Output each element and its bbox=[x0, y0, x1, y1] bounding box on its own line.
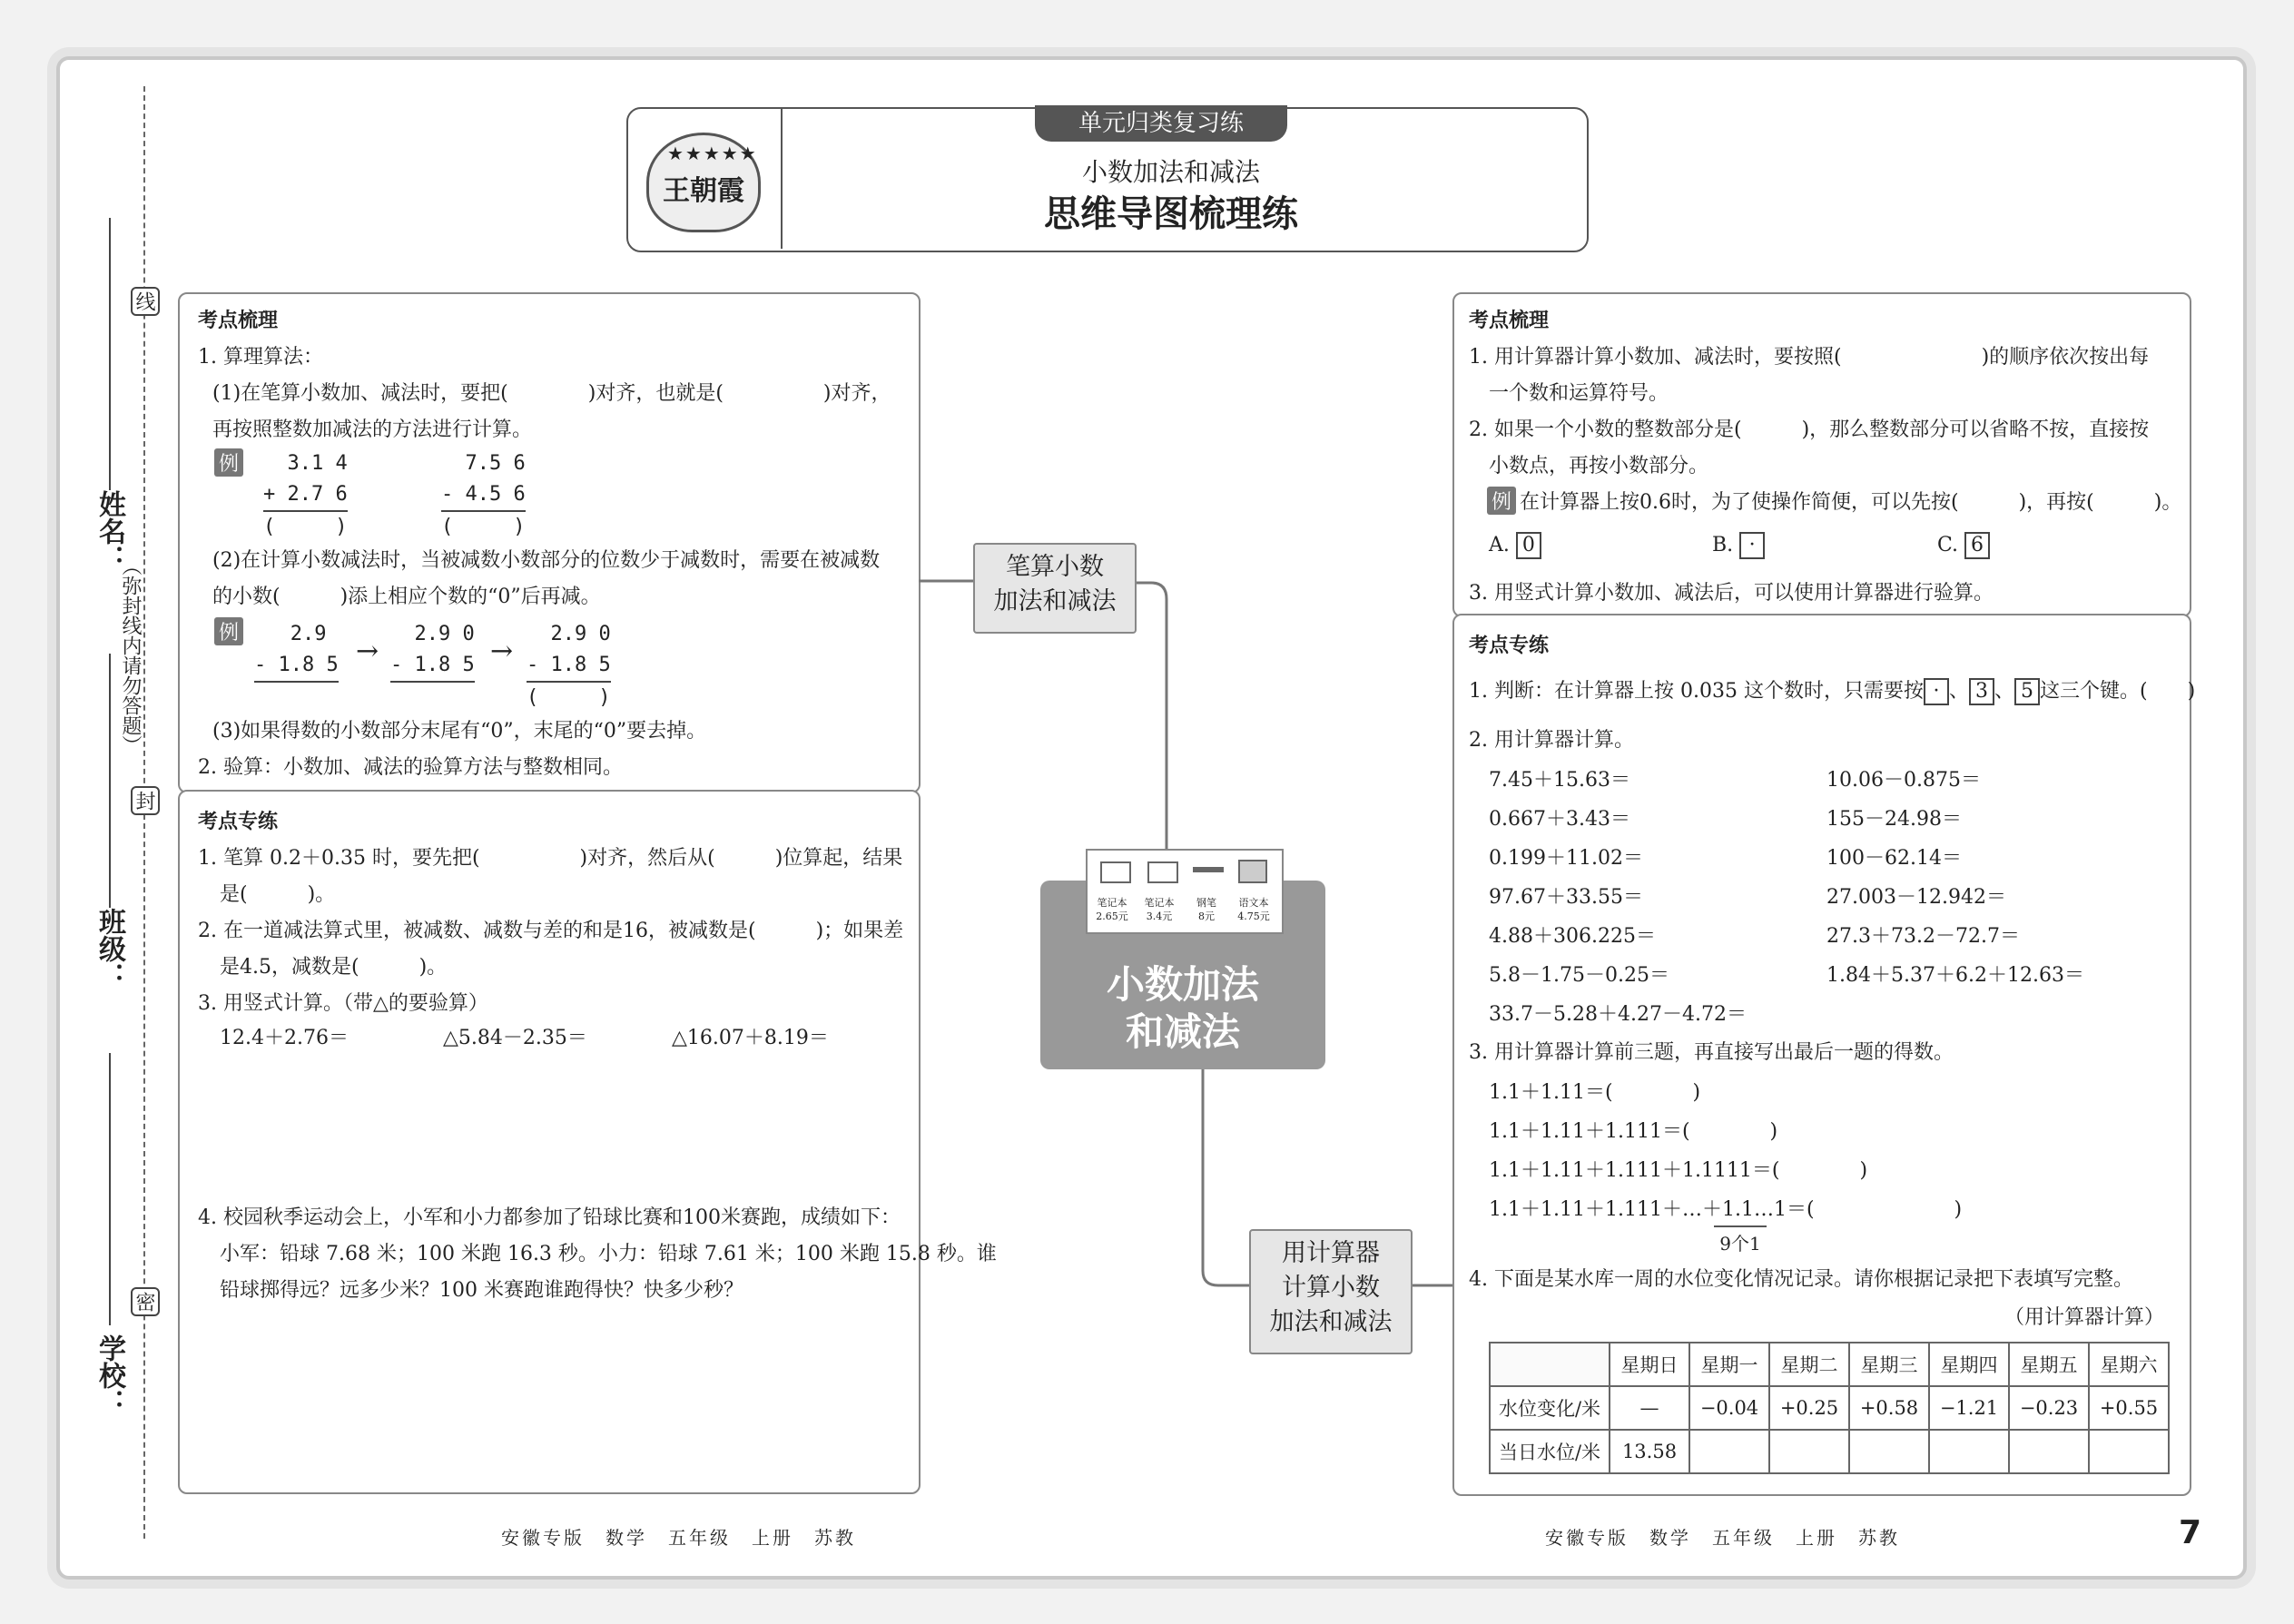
rb-q3-item-2: 1.1＋1.11＋1.111＝( ) bbox=[1489, 1120, 1778, 1143]
water-level-table bbox=[1489, 1342, 2170, 1474]
lb-q2a: 2. 在一道减法算式里，被减数、减数与差的和是16，被减数是( )；如果差 bbox=[198, 920, 904, 942]
key-6: 6 bbox=[1964, 532, 1990, 559]
lb-q4b: 小军：铅球 7.68 米；100 米跑 16.3 秒。小力：铅球 7.61 米；100 米跑 15.8 秒。谁 bbox=[220, 1243, 997, 1265]
price-cell-4: 语文本 4.75元 bbox=[1237, 897, 1270, 922]
branch-calc-line-1: 用计算器 bbox=[1282, 1239, 1380, 1267]
seal-mark-secret: 密 bbox=[131, 1287, 160, 1316]
seal-mark-seal: 封 bbox=[131, 786, 160, 815]
lb-q4a: 4. 校园秋季运动会上，小军和小力都参加了铅球比赛和100米赛跑，成绩如下： bbox=[198, 1206, 901, 1229]
pen-icon bbox=[1193, 867, 1224, 872]
answer-cell[interactable] bbox=[1689, 1430, 1769, 1473]
example-vertical-2: 7.5 6 - 4.5 6 ( ) bbox=[441, 452, 526, 538]
calc-left-3: 0.199＋11.02＝ bbox=[1489, 847, 1643, 870]
lt-line-7: 2. 验算：小数加、减法的验算方法与整数相同。 bbox=[198, 756, 623, 779]
table-header-cell: 星期日 bbox=[1610, 1343, 1689, 1386]
lb-q2b: 是4.5，减数是( )。 bbox=[220, 956, 448, 979]
center-line-1: 小数加法 bbox=[1106, 962, 1259, 1007]
rb-q3-item-4: 1.1＋1.11＋1.111＋…＋1.1…1＝( ) bbox=[1489, 1198, 1963, 1221]
price-cell-1: 笔记本 2.65元 bbox=[1096, 897, 1128, 922]
arrow-2: → bbox=[490, 635, 514, 667]
school-label: 学校： bbox=[94, 1334, 125, 1416]
answer-cell[interactable] bbox=[1929, 1430, 2009, 1473]
lt-line-4: (2)在计算小数减法时，当被减数小数部分的位数少于减数时，需要在被减数 bbox=[212, 549, 881, 572]
key-0: 0 bbox=[1516, 532, 1541, 559]
table-cell: — bbox=[1610, 1386, 1689, 1430]
example-vertical-3: 2.9 - 1.8 5 bbox=[254, 619, 339, 683]
calc-right-1: 10.06－0.875＝ bbox=[1826, 769, 1981, 792]
lt-line-1: 1. 算理算法： bbox=[198, 346, 323, 369]
rt-example-text: 在计算器上按0.6时，为了使操作简便，可以先按( )，再按( )。 bbox=[1520, 491, 2182, 514]
rb-q3-item-3: 1.1＋1.11＋1.111＋1.1111＝( ) bbox=[1489, 1159, 1868, 1182]
answer-cell[interactable] bbox=[2089, 1430, 2169, 1473]
seal-mark-line: 线 bbox=[131, 287, 160, 316]
calc-left-1: 7.45＋15.63＝ bbox=[1489, 769, 1630, 792]
calc-right-3: 100－62.14＝ bbox=[1826, 847, 1962, 870]
page-subtitle: 小数加法和减法 bbox=[1081, 157, 1260, 187]
example-vertical-1: 3.1 4 + 2.7 6 ( ) bbox=[263, 452, 348, 538]
lt-line-3: 再按照整数加减法的方法进行计算。 bbox=[212, 418, 533, 441]
right-practice-title: 考点专练 bbox=[1469, 635, 1550, 657]
lb-q3-item-3: △16.07＋8.19＝ bbox=[672, 1027, 829, 1049]
answer-cell[interactable] bbox=[1769, 1430, 1849, 1473]
table-header-cell: 星期六 bbox=[2089, 1343, 2169, 1386]
key-dot: · bbox=[1924, 678, 1949, 705]
right-review-title: 考点梳理 bbox=[1469, 310, 1550, 332]
notebook-icon bbox=[1147, 861, 1178, 883]
row-label-level: 当日水位/米 bbox=[1490, 1430, 1610, 1473]
footer-right: 安徽专版 数学 五年级 上册 苏教 bbox=[1545, 1527, 1900, 1549]
option-c[interactable]: C. 6 bbox=[1937, 532, 1990, 559]
arrow-1: → bbox=[356, 635, 379, 667]
key-3: 3 bbox=[1969, 678, 1994, 705]
branch-calc-line-3: 加法和减法 bbox=[1269, 1308, 1393, 1336]
calc-left-4: 97.67＋33.55＝ bbox=[1489, 886, 1643, 909]
calc-right-2: 155－24.98＝ bbox=[1826, 808, 1962, 831]
logo-emblem bbox=[646, 133, 761, 232]
calc-left-7: 33.7－5.28＋4.27－4.72＝ bbox=[1489, 1003, 1747, 1026]
option-b[interactable]: B. · bbox=[1712, 532, 1765, 559]
footer-left: 安徽专版 数学 五年级 上册 苏教 bbox=[501, 1527, 856, 1549]
lb-q3-item-2: △5.84－2.35＝ bbox=[443, 1027, 587, 1049]
calc-right-5: 27.3＋73.2－72.7＝ bbox=[1826, 925, 2020, 948]
rb-q1: 1. 判断：在计算器上按 0.035 这个数时，只需要按 · 、 3 、 5 这三个键。( ) bbox=[1469, 675, 2195, 705]
rt-line-3: 2. 如果一个小数的整数部分是( )，那么整数部分可以省略不按，直接按 bbox=[1469, 418, 2150, 441]
lt-line-5: 的小数( )添上相应个数的“0”后再减。 bbox=[212, 586, 601, 608]
rb-q3-item-1: 1.1＋1.11＝( ) bbox=[1489, 1081, 1701, 1104]
lb-q3-item-1: 12.4＋2.76＝ bbox=[220, 1027, 349, 1049]
table-header-cell: 星期三 bbox=[1849, 1343, 1929, 1386]
rb-q2: 2. 用计算器计算。 bbox=[1469, 729, 1634, 752]
rt-line-6: 3. 用竖式计算小数加、减法后，可以使用计算器进行验算。 bbox=[1469, 582, 1994, 605]
branch-written-calc bbox=[973, 543, 1137, 634]
logo-text: 王朝霞 bbox=[663, 175, 744, 207]
class-field[interactable] bbox=[109, 654, 111, 908]
table-cell: 13.58 bbox=[1610, 1430, 1689, 1473]
school-field[interactable] bbox=[109, 1053, 111, 1325]
logo-stars: ★★★★★ bbox=[667, 143, 758, 164]
name-field[interactable] bbox=[109, 218, 111, 490]
book-icon bbox=[1238, 860, 1267, 883]
table-cell: +0.25 bbox=[1769, 1386, 1849, 1430]
rt-line-5 bbox=[1487, 487, 2181, 515]
left-practice-title: 考点专练 bbox=[198, 811, 279, 833]
row-label-change: 水位变化/米 bbox=[1490, 1386, 1610, 1430]
table-cell: −1.21 bbox=[1929, 1386, 2009, 1430]
branch-calc-line-2: 计算小数 bbox=[1282, 1274, 1380, 1302]
table-header-cell: 星期二 bbox=[1769, 1343, 1849, 1386]
calc-right-4: 27.003－12.942＝ bbox=[1826, 886, 2006, 909]
lb-q4c: 铅球掷得远？远多少米？100 米赛跑谁跑得快？快多少秒？ bbox=[220, 1279, 743, 1302]
lb-q3: 3. 用竖式计算。（带△的要验算） bbox=[198, 992, 488, 1015]
example-badge: 例 bbox=[214, 448, 247, 477]
calc-right-6: 1.84＋5.37＋6.2＋12.63＝ bbox=[1826, 964, 2084, 987]
branch-calculator bbox=[1249, 1229, 1413, 1354]
price-tag-illustration bbox=[1086, 849, 1284, 934]
calc-left-5: 4.88＋306.225＝ bbox=[1489, 925, 1656, 948]
seal-note: （弥封线内请勿答题） bbox=[119, 556, 142, 755]
key-5: 5 bbox=[2014, 678, 2040, 705]
table-header-cell: 星期一 bbox=[1689, 1343, 1769, 1386]
class-label: 班级： bbox=[94, 908, 125, 989]
left-review-title: 考点梳理 bbox=[198, 310, 279, 332]
example-vertical-4: 2.9 0 - 1.8 5 bbox=[390, 619, 475, 683]
page-title: 思维导图梳理练 bbox=[1044, 193, 1298, 235]
table-header-cell: 星期五 bbox=[2009, 1343, 2089, 1386]
price-cell-3: 钢笔 8元 bbox=[1196, 897, 1216, 922]
branch-written-line-1: 笔算小数 bbox=[1006, 553, 1104, 581]
key-dot: · bbox=[1739, 532, 1765, 559]
calc-left-6: 5.8－1.75－0.25＝ bbox=[1489, 964, 1669, 987]
table-row bbox=[1490, 1386, 2169, 1430]
rb-q4-note: （用计算器计算） bbox=[2004, 1306, 2165, 1329]
table-cell: −0.04 bbox=[1689, 1386, 1769, 1430]
table-header-row bbox=[1490, 1343, 2169, 1386]
lt-line-6: (3)如果得数的小数部分末尾有“0”，末尾的“0”要去掉。 bbox=[212, 720, 707, 743]
rt-line-2: 一个数和运算符号。 bbox=[1489, 382, 1669, 405]
answer-cell[interactable] bbox=[1849, 1430, 1929, 1473]
name-label: 姓名： bbox=[94, 490, 125, 572]
center-line-2: 和减法 bbox=[1125, 1009, 1240, 1054]
rb-q3: 3. 用计算器计算前三题，再直接写出最后一题的得数。 bbox=[1469, 1041, 1954, 1064]
table-header-cell: 星期四 bbox=[1929, 1343, 2009, 1386]
table-row bbox=[1490, 1430, 2169, 1473]
price-cell-2: 笔记本 3.4元 bbox=[1144, 897, 1175, 922]
page-number: 7 bbox=[2179, 1514, 2202, 1551]
table-corner bbox=[1490, 1343, 1610, 1386]
calc-left-2: 0.667＋3.43＝ bbox=[1489, 808, 1630, 831]
lb-q1b: 是( )。 bbox=[220, 883, 336, 906]
brace-label: 9个1 bbox=[1714, 1225, 1767, 1255]
section-tag: 单元归类复习练 bbox=[1035, 105, 1287, 142]
answer-cell[interactable] bbox=[2009, 1430, 2089, 1473]
table-cell: −0.23 bbox=[2009, 1386, 2089, 1430]
rt-line-4: 小数点，再按小数部分。 bbox=[1489, 455, 1709, 477]
example-badge-2: 例 bbox=[214, 617, 247, 645]
example-vertical-5: 2.9 0 - 1.8 5 ( ) bbox=[527, 623, 611, 709]
table-cell: +0.58 bbox=[1849, 1386, 1929, 1430]
notebook-icon bbox=[1100, 861, 1131, 883]
option-a[interactable]: A. 0 bbox=[1489, 532, 1541, 559]
branch-written-line-2: 加法和减法 bbox=[993, 587, 1117, 615]
example-badge-3: 例 bbox=[1487, 487, 1516, 515]
brand-logo bbox=[626, 107, 783, 249]
rt-line-1: 1. 用计算器计算小数加、减法时，要按照( )的顺序依次按出每 bbox=[1469, 346, 2150, 369]
lb-q1a: 1. 笔算 0.2＋0.35 时，要先把( )对齐，然后从( )位算起，结果 bbox=[198, 847, 903, 870]
lt-line-2: (1)在笔算小数加、减法时，要把( )对齐，也就是( )对齐， bbox=[212, 382, 891, 405]
table-cell: +0.55 bbox=[2089, 1386, 2169, 1430]
rb-q4: 4. 下面是某水库一周的水位变化情况记录。请你根据记录把下表填写完整。 bbox=[1469, 1268, 2133, 1291]
